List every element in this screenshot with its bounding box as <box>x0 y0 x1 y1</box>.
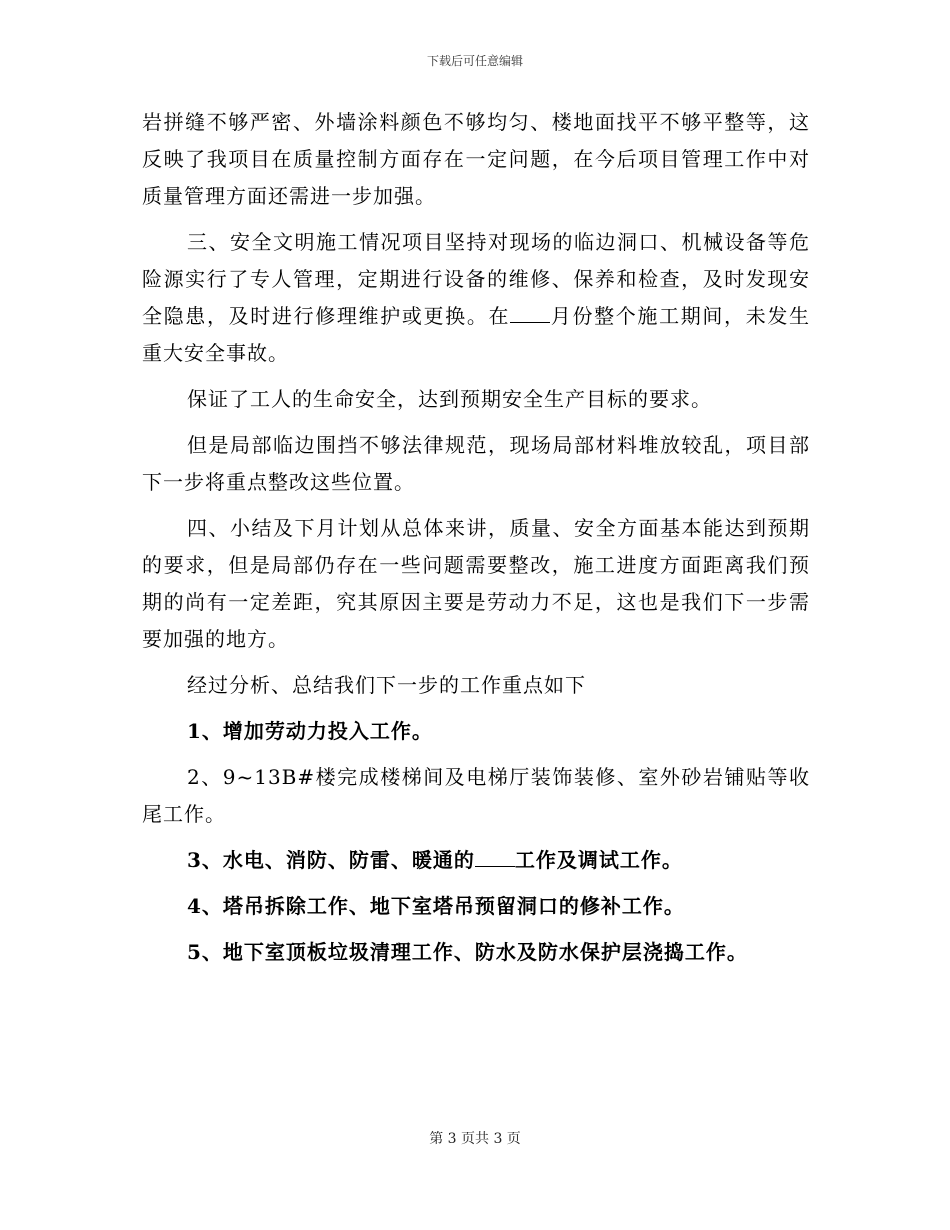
page-header: 下载后可任意编辑 <box>426 54 523 68</box>
task-item-2: 2、9~13B#楼完成楼梯间及电梯厅装饰装修、室外砂岩铺贴等收尾工作。 <box>142 765 810 826</box>
paragraph-rectification: 但是局部临边围挡不够法律规范，现场局部材料堆放较乱，项目部下一步将重点整改这些位置。 <box>142 433 810 494</box>
paragraph-quality-summary: 岩拼缝不够严密、外墙涂料颜色不够均匀、楼地面找平不够平整等，这反映了我项目在质量控制方面存在一定问题，在今后项目管理工作中对质量管理方面还需进一步加强。 <box>142 110 810 208</box>
safety-text-after: 月份整个施工期间，未发生重大安全事故。 <box>142 304 811 365</box>
paragraph-safety-section <box>142 224 810 372</box>
task-item-1: 1、增加劳动力投入工作。 <box>187 719 433 743</box>
safety-text-before: 三、安全文明施工情况项目坚持对现场的临边洞口、机械设备等危险源实行了专人管理，定期进行设备的维修、保养和检查，及时发现安全隐患，及时进行修理维护或更换。在 <box>142 230 810 328</box>
document-body <box>142 104 810 971</box>
task-item-5: 5、地下室顶板垃圾清理工作、防水及防水保护层浇捣工作。 <box>187 940 748 964</box>
blank-task-field <box>475 848 515 867</box>
paragraph-summary-plan: 四、小结及下月计划从总体来讲，质量、安全方面基本能达到预期的要求，但是局部仍存在一些问题需要整改，施工进度方面距离我们预期的尚有一定差距，究其原因主要是劳动力不足，这也是我们下一步需要加强的地方。 <box>142 516 810 651</box>
paragraph-worker-safety: 保证了工人的生命安全，达到预期安全生产目标的要求。 <box>187 387 712 411</box>
task-item-3 <box>142 842 810 879</box>
page-footer: 第 3 页共 3 页 <box>429 1131 521 1147</box>
paragraph-next-steps-intro: 经过分析、总结我们下一步的工作重点如下 <box>187 673 586 697</box>
task-3-text-before: 3、水电、消防、防雷、暖通的 <box>187 848 475 872</box>
blank-month-field <box>510 304 550 323</box>
task-3-text-after: 工作及调试工作。 <box>514 848 683 872</box>
task-item-4: 4、塔吊拆除工作、地下室塔吊预留洞口的修补工作。 <box>187 894 685 918</box>
